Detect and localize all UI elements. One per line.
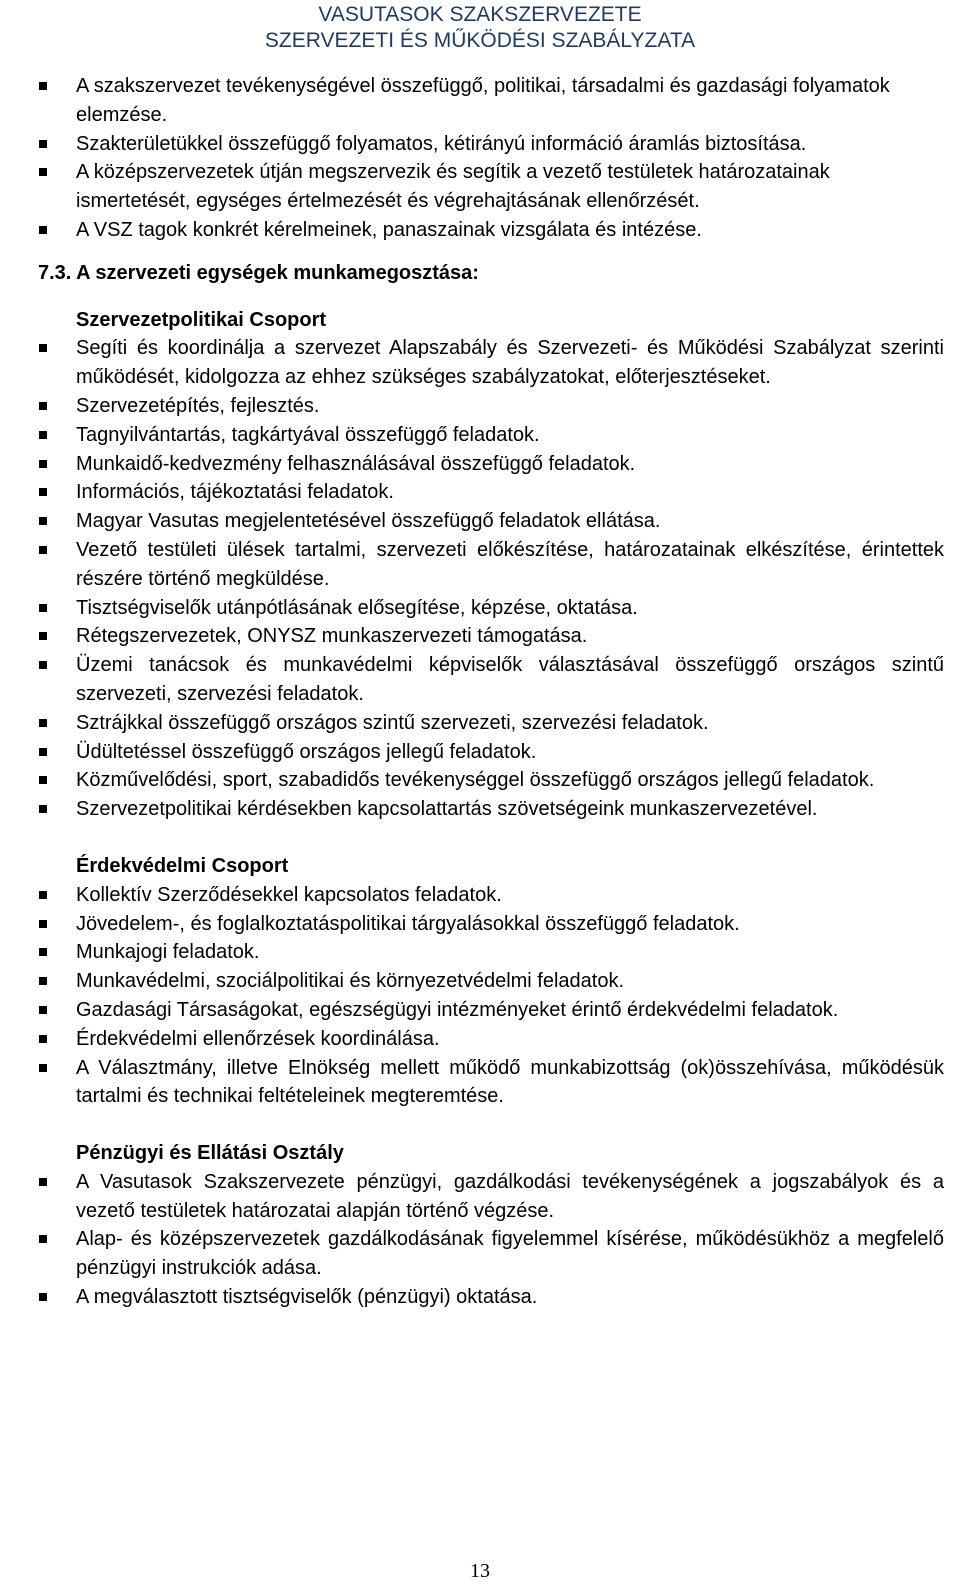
- intro-list: [38, 72, 944, 245]
- group-title: Pénzügyi és Ellátási Osztály: [76, 1142, 344, 1165]
- group-title: Szervezetpolitikai Csoport: [76, 308, 327, 331]
- list-item: Üdültetéssel összefüggő országos jellegű feladatok.: [38, 738, 944, 767]
- list-item: Gazdasági Társaságokat, egészségügyi intézményeket érintő érdekvédelmi feladatok.: [38, 996, 944, 1025]
- section-title: 7.3. A szervezeti egységek munkamegosztása:: [38, 261, 479, 284]
- page-number: 13: [470, 1560, 490, 1582]
- group-erdekvedelmi: [38, 852, 944, 1111]
- group-title: Érdekvédelmi Csoport: [76, 854, 289, 877]
- list-item: Tagnyilvántartás, tagkártyával összefüggő feladatok.: [38, 421, 944, 450]
- header-line-2: SZERVEZETI ÉS MŰKÖDÉSI SZABÁLYZATA: [264, 29, 696, 52]
- list-item: A VSZ tagok konkrét kérelmeinek, panaszainak vizsgálata és intézése.: [38, 216, 944, 245]
- list-item: Segíti és koordinálja a szervezet Alapszabály és Szervezeti- és Működési Szabályzat szerinti működését, kidolgozza az ehhez szükséges szabályzatokat, előterjesztéseket.: [38, 334, 944, 392]
- spacer: [38, 1111, 944, 1139]
- group-list: [38, 881, 944, 1111]
- list-item: Magyar Vasutas megjelentetésével összefüggő feladatok ellátása.: [38, 507, 944, 536]
- list-item: Vezető testületi ülések tartalmi, szervezeti előkészítése, határozatainak elkészítése, érintettek részére történő megküldése.: [38, 536, 944, 594]
- list-item: Szakterületükkel összefüggő folyamatos, kétirányú információ áramlás biztosítása.: [38, 130, 944, 159]
- list-item: Tisztségviselők utánpótlásának elősegítése, képzése, oktatása.: [38, 594, 944, 623]
- list-item: Munkaidő-kedvezmény felhasználásával összefüggő feladatok.: [38, 450, 944, 479]
- group-list: [38, 334, 944, 824]
- list-item: A megválasztott tisztségviselők (pénzügyi) oktatása.: [38, 1283, 944, 1312]
- list-item: Munkavédelmi, szociálpolitikai és környezetvédelmi feladatok.: [38, 967, 944, 996]
- group-penzugyi: [38, 1139, 944, 1312]
- spacer: [38, 824, 944, 852]
- running-header: [0, 2, 960, 54]
- list-item: Rétegszervezetek, ONYSZ munkaszervezeti támogatása.: [38, 622, 944, 651]
- document-body: [38, 72, 944, 1312]
- group-szervezetpolitikai: [38, 306, 944, 824]
- list-item: Üzemi tanácsok és munkavédelmi képviselők választásával összefüggő országos szintű szervezeti, szervezési feladatok.: [38, 651, 944, 709]
- list-item: Jövedelem-, és foglalkoztatáspolitikai tárgyalásokkal összefüggő feladatok.: [38, 910, 944, 939]
- list-item: Szervezetépítés, fejlesztés.: [38, 392, 944, 421]
- list-item: Információs, tájékoztatási feladatok.: [38, 478, 944, 507]
- list-item: Szervezetpolitikai kérdésekben kapcsolattartás szövetségeink munkaszervezetével.: [38, 795, 944, 824]
- list-item: Sztrájkkal összefüggő országos szintű szervezeti, szervezési feladatok.: [38, 709, 944, 738]
- list-item: Kollektív Szerződésekkel kapcsolatos feladatok.: [38, 881, 944, 910]
- list-item: A Választmány, illetve Elnökség mellett működő munkabizottság (ok)összehívása, működésük tartalmi és technikai feltételeinek megteremtése.: [38, 1054, 944, 1112]
- list-item: A szakszervezet tevékenységével összefüggő, politikai, társadalmi és gazdasági folyamatok elemzése.: [38, 72, 944, 130]
- list-item: Közművelődési, sport, szabadidős tevékenységgel összefüggő országos jellegű feladatok.: [38, 766, 944, 795]
- header-line-1: VASUTASOK SZAKSZERVEZETE: [318, 3, 642, 26]
- list-item: A Vasutasok Szakszervezete pénzügyi, gazdálkodási tevékenységének a jogszabályok és a vezető testületek határozatai alapján történő végzése.: [38, 1168, 944, 1226]
- group-list: [38, 1168, 944, 1312]
- list-item: Alap- és középszervezetek gazdálkodásának figyelemmel kísérése, működésükhöz a megfelelő pénzügyi instrukciók adása.: [38, 1225, 944, 1283]
- list-item: Munkajogi feladatok.: [38, 938, 944, 967]
- list-item: Érdekvédelmi ellenőrzések koordinálása.: [38, 1025, 944, 1054]
- list-item: A középszervezetek útján megszervezik és segítik a vezető testületek határozatainak ismertetését, egységes értelmezését és végrehajtásának ellenőrzését.: [38, 158, 944, 216]
